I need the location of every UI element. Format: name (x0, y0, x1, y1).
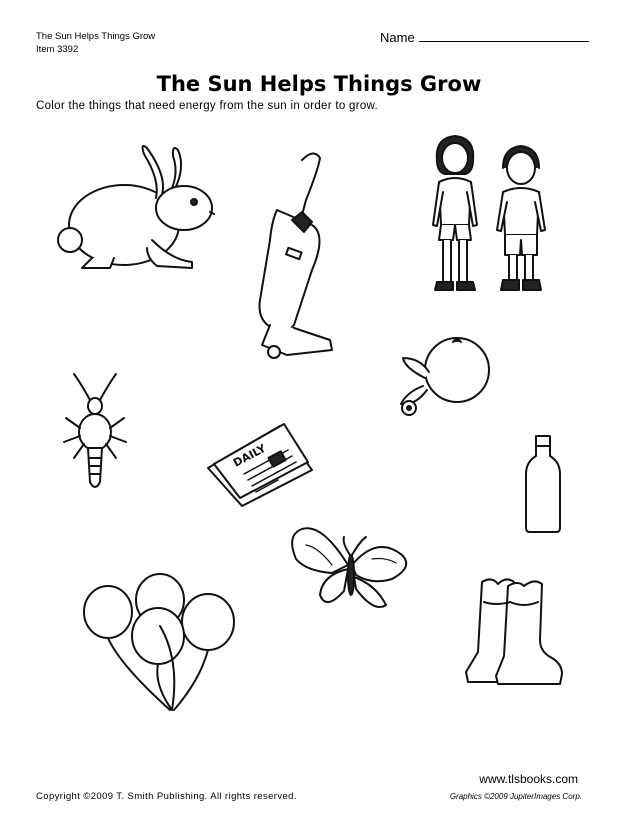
children-icon (425, 130, 560, 300)
newspaper-label: DAILY (231, 441, 269, 470)
name-line (419, 31, 589, 42)
page-title: The Sun Helps Things Grow (156, 72, 482, 96)
website-url: www.tlsbooks.com (479, 772, 578, 786)
graphics-credit: Graphics ©2009 JupiterImages Corp. (449, 792, 582, 801)
instructions: Color the things that need energy from the sun in order to grow. (36, 100, 379, 112)
vacuum-cleaner-icon (232, 140, 342, 370)
name-label: Name (380, 30, 415, 45)
boots-icon (448, 572, 568, 690)
header-info (36, 30, 155, 56)
newspaper-icon (200, 418, 320, 508)
item-number: Item 3392 (36, 44, 79, 55)
copyright: Copyright ©2009 T. Smith Publishing. All rights reserved. (36, 791, 297, 802)
balloons-icon (80, 570, 240, 715)
sheet-title: The Sun Helps Things Grow (36, 31, 156, 42)
insect-icon (60, 370, 130, 495)
rabbit-icon (52, 140, 217, 280)
name-field (380, 30, 589, 45)
butterfly-icon (282, 515, 417, 620)
orange-fruit-icon (395, 328, 495, 423)
bottle-icon (522, 434, 564, 534)
